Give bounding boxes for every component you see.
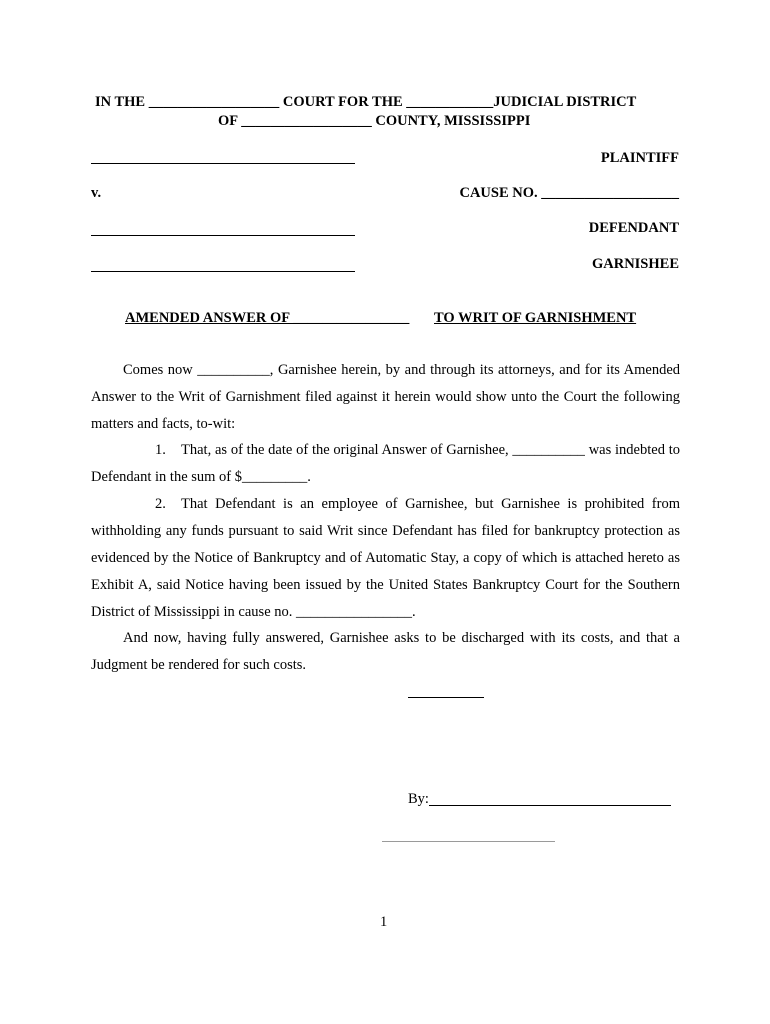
item-1-number: 1. — [155, 442, 166, 458]
garnishee-label: GARNISHEE — [591, 256, 679, 272]
attorney-name-line[interactable] — [382, 841, 555, 842]
cause-number-label: CAUSE NO. ___________________ — [459, 185, 679, 201]
item-2-text: That Defendant is an employee of Garnishee, but Garnishee is prohibited from withholding any funds pursuant to said Writ since Defendant has filed for bankruptcy protection as evidenced by the Notice of Bankruptcy and of Automatic Stay, a copy of which is attached hereto as Exhibit A, said Notice having been issued by the United States Bankruptcy Court for the Southern District of Mississippi in cause no. ________________. — [91, 496, 680, 620]
intro-paragraph: Comes now __________, Garnishee herein, by and through its attorneys, and for its Amended Answer to the Writ of Garnishment filed against it herein would show unto the Court the following matters and facts, to-wit: — [91, 362, 680, 432]
firm-name-line[interactable] — [408, 697, 484, 698]
versus-label: v. — [91, 185, 102, 201]
closing-paragraph: And now, having fully answered, Garnishee asks to be discharged with its costs, and that a Judgment be rendered for such costs. — [91, 630, 680, 673]
caption-line-1: IN THE __________________ COURT FOR THE ____________JUDICIAL DISTRICT — [95, 94, 637, 110]
page-number: 1 — [380, 914, 388, 930]
document-title-right: TO WRIT OF GARNISHMENT — [434, 310, 637, 326]
item-2-number: 2. — [155, 496, 166, 512]
signature-line[interactable] — [429, 805, 671, 806]
item-1-text: That, as of the date of the original Answer of Garnishee, __________ was indebted to Defendant in the sum of $_________. — [91, 442, 680, 485]
document-title-left: AMENDED ANSWER OF ________________ — [125, 310, 410, 326]
caption-line-2: OF __________________ COUNTY, MISSISSIPPI — [218, 113, 531, 129]
item-1-paragraph — [91, 437, 680, 491]
item-2-paragraph — [91, 491, 680, 626]
plaintiff-name-line[interactable] — [91, 163, 355, 164]
defendant-name-line[interactable] — [91, 235, 355, 236]
defendant-label: DEFENDANT — [588, 220, 679, 236]
by-label: By: — [408, 791, 429, 807]
plaintiff-label: PLAINTIFF — [600, 150, 679, 166]
garnishee-name-line[interactable] — [91, 271, 355, 272]
